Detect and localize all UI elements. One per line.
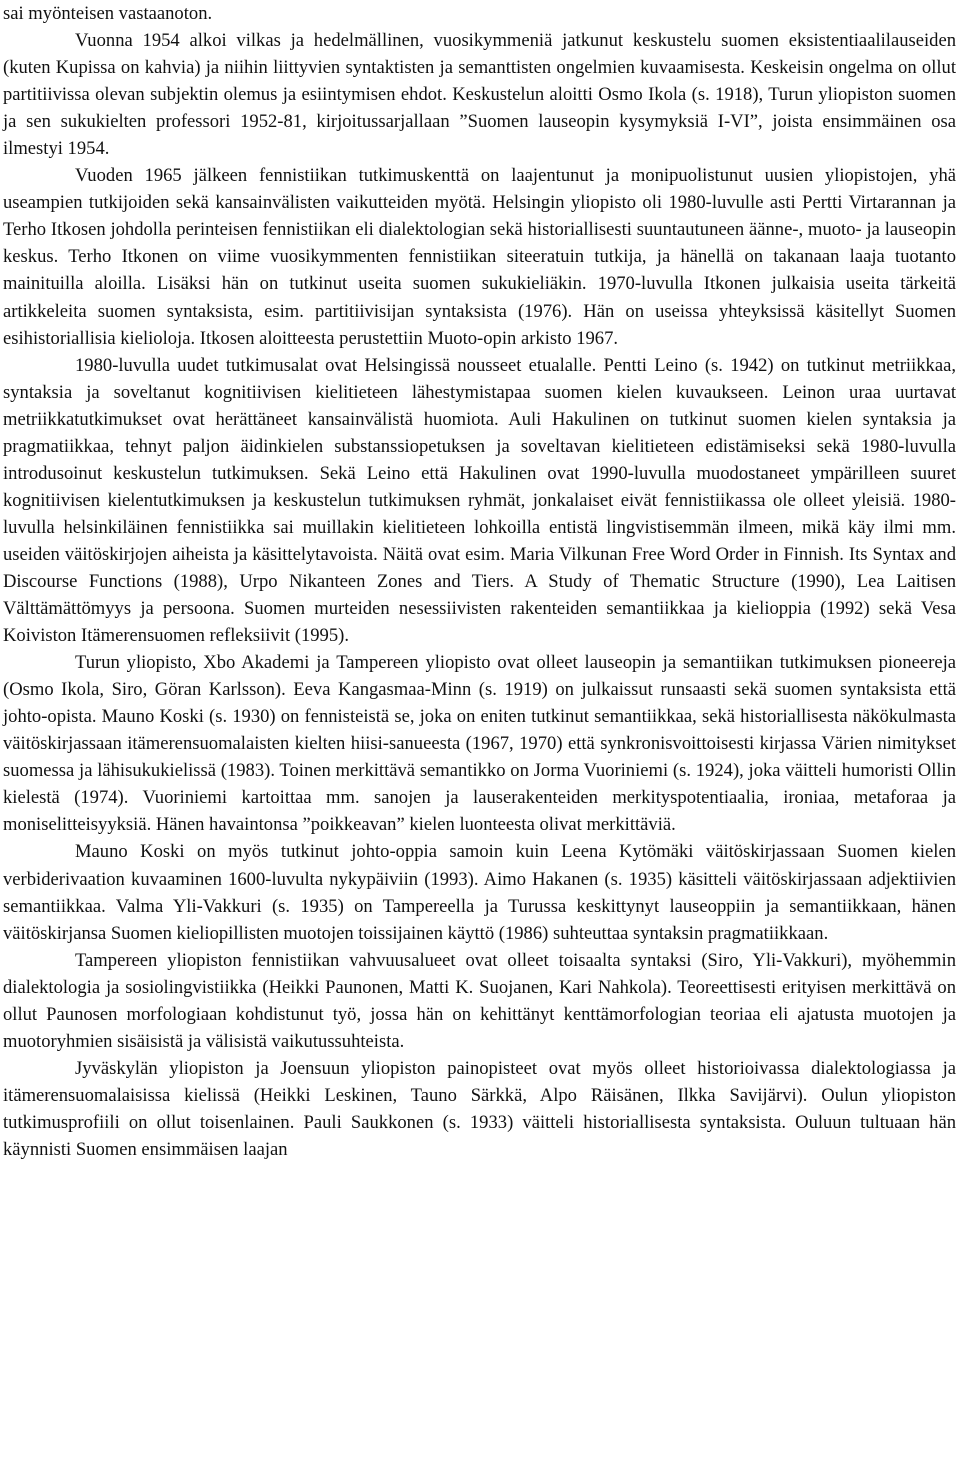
paragraph-research-expansion: Vuoden 1965 jälkeen fennistiikan tutkimuskenttä on laajentunut ja monipuolistunut uusien yliopistojen, yhä useampien tutkijoiden sekä kansainvälisten vaikutteiden myötä. Helsingin yliopisto oli 1980-luvulle asti Pertti Virtarannan ja Terho Itkosen johdolla perinteisen fennistiikan eli dialektologian sekä historiallisesti suuntautuneen äänne-, muoto- ja lauseopin keskus. Terho Itkonen on viime vuosikymmenten fennistiikan siteeratuin tutkija, ja hänellä on takanaan laaja tuotanto mainituilla aloilla. Lisäksi hän on tutkinut useita suomen sukukieliäkin. 1970-luvulla Itkonen julkaisia useita tärkeitä artikkeleita suomen syntaksista, esim. partitiivisijan syntaksista (1976). Hän on useissa yhteyksissä käsitellyt Suomen esihistoriallisia kielioloja. Itkosen aloitteesta perustettiin Muoto-opin arkisto 1967. (3, 165, 956, 349)
paragraph-derivation: Mauno Koski on myös tutkinut johto-oppia samoin kuin Leena Kytömäki väitöskirjassaan Suomen kielen verbiderivaation kuvaaminen 1600-luvulta nykypäiviin (1993). Aimo Hakanen (s. 1935) käsitteli väitöskirjassaan adjektiivien semantiikkaa. Valma Yli-Vakkuri (s. 1935) on Tampereella ja Turussa keskittynyt lauseoppiin ja semantiikkaan, hänen väitöskirjansa Suomen kieliopillisten muotojen toissijainen käyttö (1986) suhteuttaa syntaksin pragmatiikkaan. (3, 841, 956, 944)
paragraph-continuation: sai myönteisen vastaanoton. (3, 3, 213, 24)
paragraph-turku-tampere: Turun yliopisto, Xbo Akademi ja Tampereen yliopisto ovat olleet lauseopin ja semantiikan tutkimuksen pioneereja (Osmo Ikola, Siro, Göran Karlsson). Eeva Kangasmaa-Minn (s. 1919) on julkaissut runsaasti sekä suomen syntaksista että johto-opista. Mauno Koski (s. 1930) on fennisteistä se, joka on eniten tutkinut semantiikkaa, sekä historiallisesta näkökulmasta väitöskirjassaan itämerensuomalaisten kielten hiisi-sanueesta (1967, 1970) että synkronisvoittoisesti kirjassa Värien nimitykset suomessa ja lähisukukielissä (1983). Toinen merkittävä semantikko on Jorma Vuoriniemi (s. 1924), joka väitteli humoristi Ollin kielestä (1974). Vuoriniemi kartoittaa mm. sanojen ja lauserakenteiden merkityspotentiaalia, ironiaa, metaforaa ja moniselitteisyyksiä. Hänen havaintonsa ”poikkeavan” kielen luonteesta olivat merkittäviä. (3, 652, 956, 836)
paragraph-helsinki-1980s: 1980-luvulla uudet tutkimusalat ovat Helsingissä nousseet etualalle. Pentti Leino (s. 1942) on tutkinut metriikkaa, syntaksia ja soveltanut kognitiivisen kielitieteen lähestymistapaa suomen kielen kuvaukseen. Leinon uraa uurtavat metriikkatutkimukset ovat herättäneet kansainvälistä huomiota. Auli Hakulinen on tutkinut suomen kielen syntaksia ja pragmatiikkaa, tehnyt paljon äidinkielen substanssiopetuksen ja soveltavan kielitieteen edistämiseksi sekä 1980-luvulla introdusoinut keskustelun tutkimuksen. Sekä Leino että Hakulinen ovat 1990-luvulla muodostaneet ympärilleen suuret kognitiivisen kielentutkimuksen ja keskustelun tutkimuksen ryhmät, jonkalaiset eivät fennistiikassa ole olleet yleisiä. 1980-luvulla helsinkiläinen fennistiikka sai muillakin kielitieteen lohkoilla entistä lingvistisemmän ilmeen, mikä käy ilmi mm. useiden väitöskirjojen aiheista ja käsittelytavoista. Näitä ovat esim. Maria Vilkunan Free Word Order in Finnish. Its Syntax and Discourse Functions (1988), Urpo Nikanteen Zones and Tiers. A Study of Thematic Structure (1990), Lea Laitisen Välttämättömyys ja persoona. Suomen murteiden nesessiivisten rakenteiden semantiikkaa ja kielioppia (1992) sekä Vesa Koiviston Itämerensuomen refleksiivit (1995). (3, 354, 956, 647)
paragraph-existential-clauses: Vuonna 1954 alkoi vilkas ja hedelmällinen, vuosikymmeniä jatkunut keskustelu suomen eksistentiaalilauseiden (kuten Kupissa on kahvia) ja niihin liittyvien syntaktisten ja semanttisten ongelmien kuvaamisesta. Keskeisin ongelma on ollut partitiivissa olevan subjektin olemus ja esiintymisen ehdot. Keskustelun aloitti Osmo Ikola (s. 1918), Turun yliopiston suomen ja sen sukukielten professori 1952-81, kirjoitussarjallaan ”Suomen lauseopin kysymyksiä I-VI”, joista ensimmäinen osa ilmestyi 1954. (3, 30, 956, 160)
paragraph-tampere-strengths: Tampereen yliopiston fennistiikan vahvuusalueet ovat olleet toisaalta syntaksi (Siro, Yli-Vakkuri), myöhemmin dialektologia ja sosiolingvistiikka (Heikki Paunonen, Matti K. Suojanen, Kari Nahkola). Teoreettisesti erityisen merkittävä on ollut Paunosen morfologiaan kohdistunut työ, jossa hän on kehittänyt kenttämorfologian teoriaa eli ajatusta muotojen ja muotoryhmien sisäisistä ja välisistä vaikutussuhteista. (3, 949, 956, 1052)
paragraph-jyvaskyla-joensuu-oulu: Jyväskylän yliopiston ja Joensuun yliopiston painopisteet ovat myös olleet historioivassa dialektologiassa ja itämerensuomalaisissa kielissä (Heikki Leskinen, Tauno Särkkä, Alpo Räisänen, Ilkka Savijärvi). Oulun yliopiston tutkimusprofiili on ollut toisenlainen. Pauli Saukkonen (s. 1933) väitteli historiallisesta syntaksista. Ouluun tultuaan hän käynnisti Suomen ensimmäisen laajan (3, 1057, 956, 1160)
document-page (3, 0, 956, 1163)
